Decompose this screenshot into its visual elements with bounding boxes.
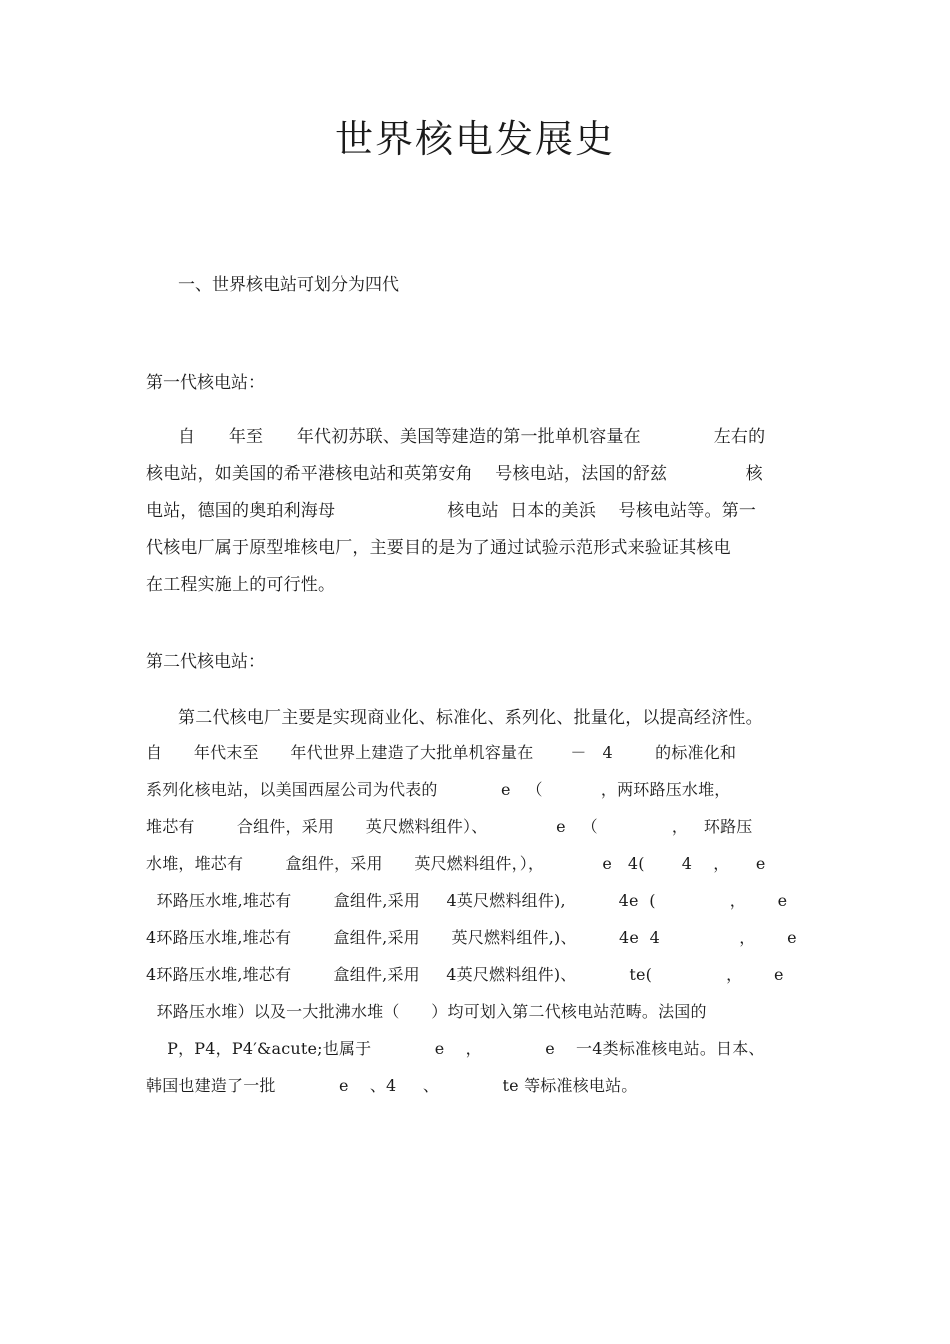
gen2-line-4: 堆芯有 合组件，采用 英尺燃料组件）、 e （ ， 环路压: [146, 817, 753, 836]
section-heading: 一、世界核电站可划分为四代: [178, 275, 399, 295]
gen1-line-3: 电站，德国的奥珀利海母 核电站 日本的美浜 号核电站等。第一: [146, 501, 757, 521]
gen2-line-9: 环路压水堆）以及一大批沸水堆（ ）均可划入第二代核电站范畴。法国的: [146, 1002, 707, 1021]
gen1-line-5: 在工程实施上的可行性。: [146, 575, 336, 595]
gen2-line-11: 韩国也建造了一批 e 、4 、 te 等标准核电站。: [146, 1076, 638, 1095]
gen2-line-5: 水堆，堆芯有 盒组件，采用 英尺燃料组件，）， e 4( 4 ， e: [146, 854, 766, 873]
gen2-line-2: 自 年代末至 年代世界上建造了大批单机容量在 － 4 的标准化和: [146, 743, 737, 762]
gen2-line-6: 环路压水堆,堆芯有 盒组件,采用 4英尺燃料组件), 4e ( ， e: [146, 891, 788, 910]
gen2-line-8: 4环路压水堆,堆芯有 盒组件,采用 4英尺燃料组件)、 te( ， e: [146, 965, 784, 984]
gen2-line-10: P，P4，P4′&acute;也属于 e ， e 一4类标准核电站。日本、: [146, 1039, 765, 1058]
gen2-line-7: 4环路压水堆,堆芯有 盒组件,采用 英尺燃料组件,)、 4e 4 ， e: [146, 928, 797, 947]
gen2-line-1: 第二代核电厂主要是实现商业化、标准化、系列化、批量化，以提高经济性。: [178, 708, 763, 728]
gen1-line-4: 代核电厂属于原型堆核电厂，主要目的是为了通过试验示范形式来验证其核电: [146, 538, 731, 558]
gen2-line-3: 系列化核电站，以美国西屋公司为代表的 e （ ，两环路压水堆，: [146, 780, 731, 799]
page-title: 世界核电发展史: [334, 117, 615, 161]
gen2-heading: 第二代核电站：: [146, 652, 265, 672]
gen1-heading: 第一代核电站：: [146, 373, 265, 393]
gen1-line-1: 自 年至 年代初苏联、美国等建造的第一批单机容量在 左右的: [178, 427, 766, 447]
gen1-line-2: 核电站，如美国的希平港核电站和英第安角 号核电站，法国的舒兹 核: [146, 464, 763, 484]
